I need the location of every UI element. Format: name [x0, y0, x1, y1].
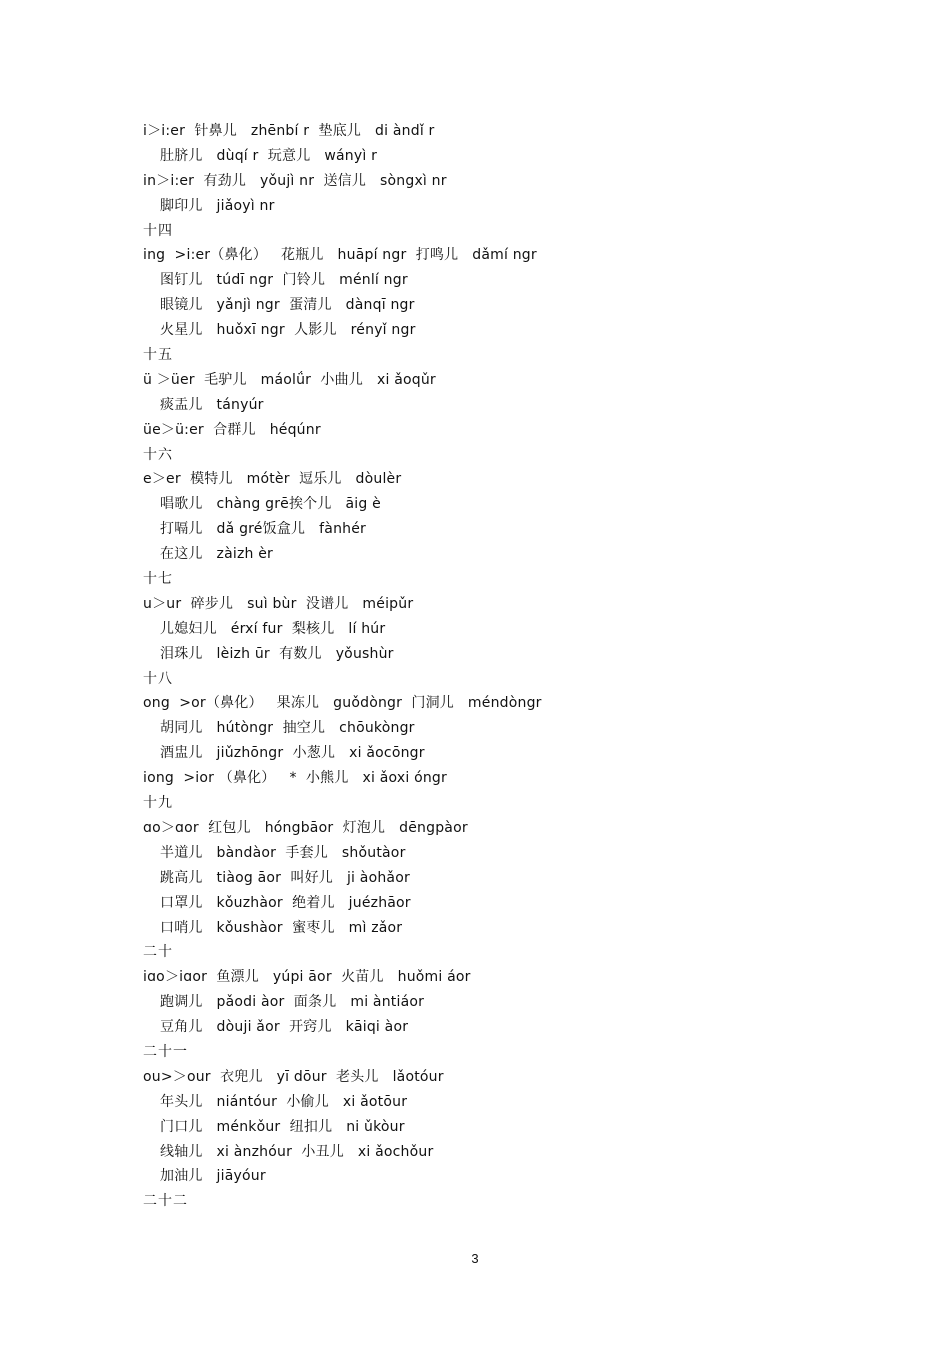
example-line: 火星儿 huǒxī ngr 人影儿 rényǐ ngr: [160, 322, 416, 339]
section-heading: 十八: [143, 670, 173, 687]
section-heading: 二十二: [143, 1193, 188, 1210]
rule-line: in＞i:er 有劲儿 yǒujì nr 送信儿 sòngxì nr: [143, 172, 447, 189]
example-line: 儿媳妇儿 érxí fur 梨核儿 lí húr: [160, 620, 386, 637]
example-line: 半道儿 bàndàor 手套儿 shǒutàor: [160, 844, 406, 861]
example-line: 跑调儿 pǎodi àor 面条儿 mi àntiáor: [160, 994, 425, 1011]
section-heading: 十四: [143, 222, 173, 239]
rule-line: iɑo＞iɑor 鱼漂儿 yúpi āor 火苗儿 huǒmi áor: [143, 969, 471, 986]
example-line: 酒盅儿 jiǔzhōngr 小葱儿 xi ǎocōngr: [160, 745, 425, 762]
rule-line: ɑo＞ɑor 红包儿 hóngbāor 灯泡儿 dēngpàor: [143, 819, 468, 836]
section-heading: 十五: [143, 347, 173, 364]
rule-line: ou>＞our 衣兜儿 yī dōur 老头儿 lǎotóur: [143, 1068, 444, 1085]
rule-line: ing >i:er（鼻化） 花瓶儿 huāpí ngr 打鸣儿 dǎmí ngr: [143, 247, 537, 264]
example-line: 豆角儿 dòuji ǎor 开窍儿 kāiqi àor: [160, 1019, 409, 1036]
example-line: 胡同儿 hútòngr 抽空儿 chōukòngr: [160, 720, 415, 737]
page-number: 3: [471, 1251, 479, 1266]
example-line: 跳高儿 tiàog āor 叫好儿 ji àohǎor: [160, 869, 410, 886]
example-line: 唱歌儿 chàng grē挨个儿 āig è: [160, 496, 381, 513]
example-line: 脚印儿 jiǎoyì nr: [160, 197, 275, 214]
section-heading: 十六: [143, 446, 173, 463]
rule-line: ü ＞üer 毛驴儿 máolǘr 小曲儿 xi ǎoqǔr: [143, 371, 436, 388]
rule-line: i＞i:er 针鼻儿 zhēnbí r 垫底儿 di àndǐ r: [143, 123, 435, 139]
example-line: 口哨儿 kǒushàor 蜜枣儿 mì zǎor: [160, 919, 403, 936]
example-line: 眼镜儿 yǎnjì ngr 蛋清儿 dànqī ngr: [160, 297, 415, 314]
example-line: 痰盂儿 tányúr: [160, 396, 264, 413]
rule-line: iong >ior （鼻化） * 小熊儿 xi ǎoxi óngr: [143, 770, 447, 787]
example-line: 口罩儿 kǒuzhàor 绝着儿 juézhāor: [160, 894, 411, 911]
example-line: 在这儿 zàizh èr: [160, 546, 274, 563]
example-line: 线轴儿 xi ànzhóur 小丑儿 xi ǎochǒur: [160, 1143, 434, 1160]
rule-line: üe＞ü:er 合群儿 héqúnr: [143, 421, 321, 438]
example-line: 打嗝儿 dǎ gré饭盒儿 fànhér: [160, 521, 366, 538]
section-heading: 二十: [143, 944, 173, 961]
section-heading: 十七: [143, 571, 173, 588]
rule-line: e＞er 模特儿 mótèr 逗乐儿 dòulèr: [143, 471, 402, 488]
example-line: 门口儿 ménkǒur 纽扣儿 ni ǔkòur: [160, 1118, 405, 1135]
example-line: 图钉儿 túdī ngr 门铃儿 ménlí ngr: [160, 272, 408, 289]
example-line: 加油儿 jiāyóur: [160, 1168, 266, 1185]
example-line: 泪珠儿 lèizh ūr 有数儿 yǒushùr: [160, 645, 394, 662]
rule-line: ong >or（鼻化） 果冻儿 guǒdòngr 门洞儿 méndòngr: [143, 695, 542, 712]
example-line: 肚脐儿 dùqí r 玩意儿 wányì r: [160, 147, 378, 164]
section-heading: 二十一: [143, 1043, 188, 1060]
example-line: 年头儿 niántóur 小偷儿 xi ǎotōur: [160, 1093, 408, 1110]
section-heading: 十九: [143, 795, 173, 812]
text-block: [143, 119, 843, 1214]
rule-line: u＞ur 碎步儿 suì bùr 没谱儿 méipǔr: [143, 595, 414, 612]
